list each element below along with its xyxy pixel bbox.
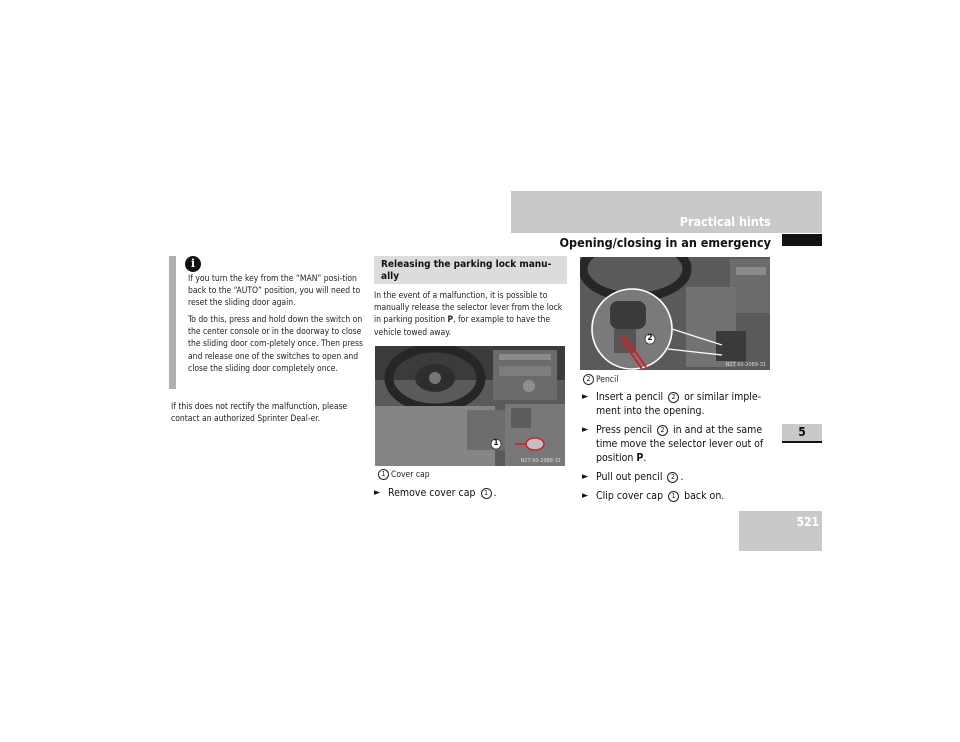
step-press-pencil xyxy=(582,423,772,465)
body-paragraph-left: If this does not rectify the malfunction, please contact an authorized Sprinter Deal-er. xyxy=(171,402,348,425)
step-text-bold: P xyxy=(636,452,644,464)
caption-number: 2 xyxy=(583,374,594,385)
step-ref-number: 2 xyxy=(657,425,668,436)
step-remove-cover-cap xyxy=(374,486,578,500)
note-paragraph-1: If you turn the key from the “MAN” posi-tion back to the “AUTO” position, you will need to reset the sliding door again. xyxy=(188,274,361,309)
note-sidebar-bar xyxy=(169,256,176,389)
step-text-post: back on. xyxy=(681,490,725,502)
step-list xyxy=(582,390,772,508)
step-text-post: or similar imple-ment into the opening. xyxy=(596,391,762,417)
step-arrow-icon: ► xyxy=(582,392,589,402)
step-ref-number: 2 xyxy=(668,392,679,403)
step-arrow-icon: ► xyxy=(582,491,589,501)
chapter-number: 5 xyxy=(798,425,806,439)
step-clip-cover-cap xyxy=(582,489,772,503)
chapter-tab-rule xyxy=(782,441,822,443)
step-text-post: . xyxy=(680,471,684,483)
section-body-bold: P xyxy=(447,315,454,326)
figure-code: N27.60-2088-31 xyxy=(520,458,561,464)
figure-caption xyxy=(581,374,618,385)
step-ref-number: 1 xyxy=(668,491,679,502)
pencil-illustration xyxy=(580,257,770,370)
page-title: Opening/closing in an emergency xyxy=(559,235,771,250)
section-body-pre: In the event of a malfunction, it is possible to manually release the selector lever from the lock in parking position xyxy=(374,291,563,326)
step-ref-number: 1 xyxy=(481,488,492,499)
step-arrow-icon: ► xyxy=(582,425,589,435)
step-text-pre: Clip cover cap xyxy=(596,490,667,502)
info-icon: i xyxy=(185,256,201,272)
figure-cockpit-cover-cap xyxy=(375,346,565,466)
caption-number: 1 xyxy=(378,469,389,480)
step-text-end: . xyxy=(643,452,647,464)
section-body-post: , for example to have the vehicle towed away. xyxy=(374,315,551,338)
header-band xyxy=(511,191,822,233)
callout-number-1: 1 xyxy=(493,438,499,447)
note-paragraph-2: To do this, press and hold down the switch on the center console or in the doorway to close the sliding door com-pletely once. Then press and release one of the switches to open and close the sliding door completely once. xyxy=(188,315,363,374)
figure-code: N27.60-2089-31 xyxy=(725,362,766,368)
step-text-post: . xyxy=(493,487,497,499)
step-text-pre: Remove cover cap xyxy=(388,487,479,499)
cockpit-illustration xyxy=(375,346,565,466)
section-heading: Releasing the parking lock manu-ally xyxy=(381,259,552,282)
step-insert-pencil xyxy=(582,390,772,418)
caption-text: Pencil xyxy=(596,375,619,385)
step-text-pre: Pull out pencil xyxy=(596,471,666,483)
section-body xyxy=(374,290,569,339)
step-text-pre: Insert a pencil xyxy=(596,391,667,403)
step-ref-number: 2 xyxy=(667,472,678,483)
page-number: 521 xyxy=(796,515,819,529)
header-title: Practical hints xyxy=(679,214,771,229)
step-text-post: in and at the same time move the selector lever out of position xyxy=(596,424,764,464)
caption-text: Cover cap xyxy=(391,470,430,480)
callout-number-2: 2 xyxy=(647,333,653,342)
step-text-pre: Press pencil xyxy=(596,424,656,436)
header-black-marker xyxy=(782,234,822,246)
figure-pencil-release xyxy=(580,257,770,370)
step-arrow-icon: ► xyxy=(582,472,589,482)
step-arrow-icon: ► xyxy=(374,488,381,498)
figure-caption xyxy=(376,469,430,480)
step-pull-out-pencil xyxy=(582,470,772,484)
